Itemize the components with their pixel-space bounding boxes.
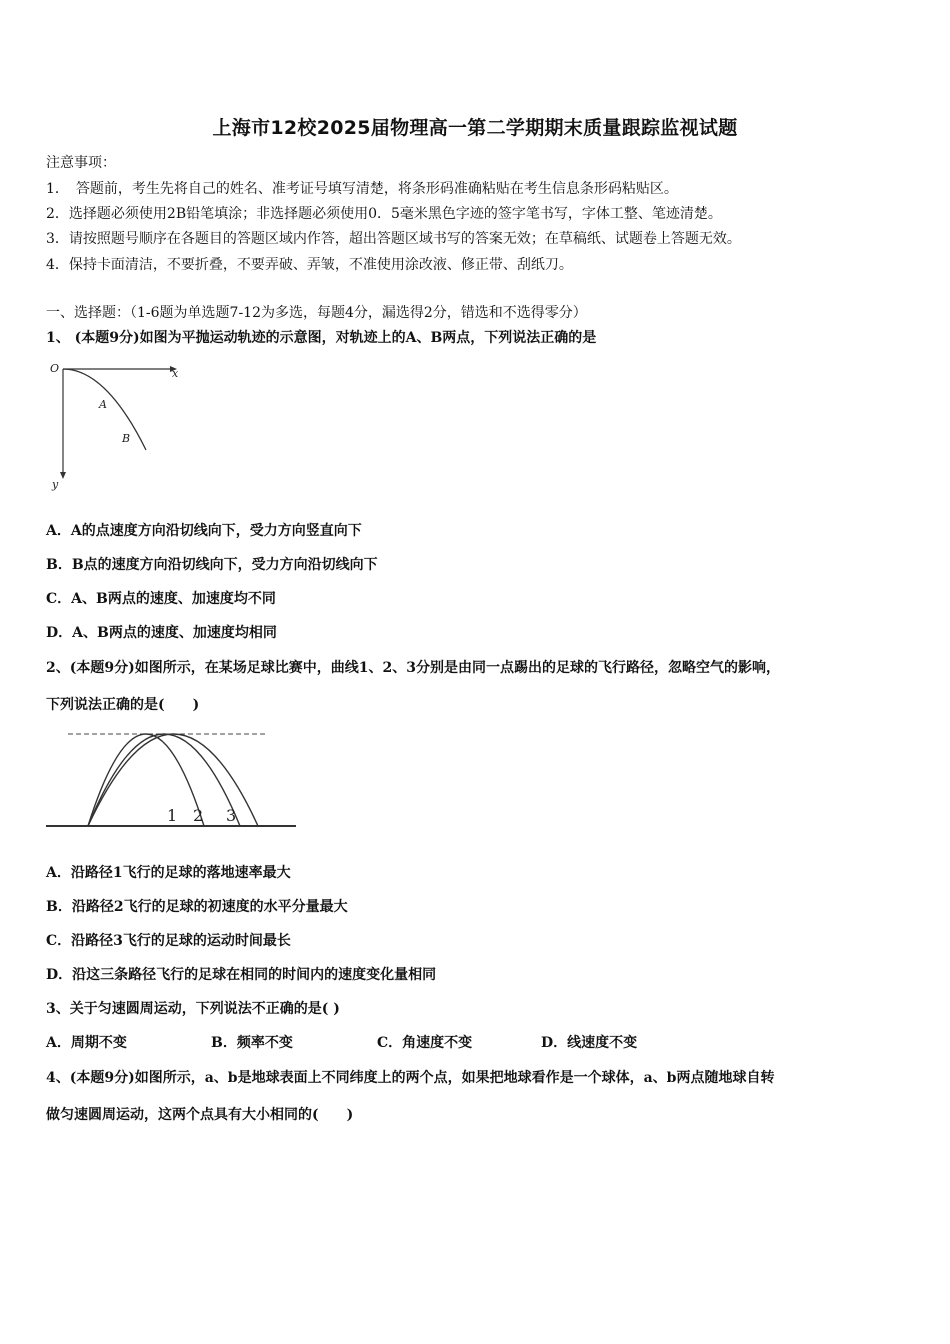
q2-stem-line2: 下列说法正确的是( ) — [46, 697, 200, 713]
origin-label: O — [50, 362, 60, 375]
q4-stem-line2: 做匀速圆周运动，这两个点具有大小相同的( ) — [46, 1107, 354, 1123]
q2-stem-line1: 2、(本题9分)如图所示，在某场足球比赛中，曲线1、2、3分别是由同一点踢出的足球的飞行路径，忽略空气的影响， — [46, 660, 780, 676]
q1-option-b[interactable]: B．B点的速度方向沿切线向下，受力方向沿切线向下 — [46, 557, 378, 573]
q2-option-d[interactable]: D．沿这三条路径飞行的足球在相同的时间内的速度变化量相同 — [46, 967, 437, 983]
notice-item-4: 4．保持卡面清洁，不要折叠，不要弄破、弄皱，不准使用涂改液、修正带、刮纸刀。 — [46, 257, 573, 273]
q1-option-c[interactable]: C．A、B两点的速度、加速度均不同 — [46, 591, 276, 607]
q1-figure — [46, 360, 196, 490]
q3-option-a[interactable]: A．周期不变 — [46, 1035, 127, 1051]
q4-stem-line1: 4、(本题9分)如图所示，a、b是地球表面上不同纬度上的两个点，如果把地球看作是一个球体，a、b两点随地球自转 — [46, 1070, 775, 1086]
point-a-label: A — [99, 398, 107, 411]
notice-item-2: 2．选择题必须使用2B铅笔填涂；非选择题必须使用0．5毫米黑色字迹的签字笔书写，字体工整、笔迹清楚。 — [46, 206, 722, 222]
q3-options-row — [46, 1032, 637, 1052]
path-2-curve — [88, 734, 240, 826]
q3-option-c[interactable]: C．角速度不变 — [377, 1035, 473, 1051]
q1-option-a[interactable]: A．A的点速度方向沿切线向下，受力方向竖直向下 — [46, 523, 362, 539]
path-1-curve — [88, 734, 204, 826]
section-heading: 一、选择题：（1-6题为单选题7-12为多选，每题4分，漏选得2分，错选和不选得零分） — [46, 305, 587, 321]
x-label: x — [172, 367, 179, 380]
y-axis-arrow-icon — [60, 472, 66, 479]
y-label: y — [52, 478, 59, 491]
notice-item-3: 3．请按照题号顺序在各题目的答题区域内作答，超出答题区域书写的答案无效；在草稿纸、试题卷上答题无效。 — [46, 231, 741, 247]
page-title: 上海市12校2025届物理高一第二学期期末质量跟踪监视试题 — [212, 117, 738, 139]
notice-item-1: 1． 答题前，考生先将自己的姓名、准考证号填写清楚，将条形码准确粘贴在考生信息条形码粘贴区。 — [46, 181, 678, 197]
q2-figure — [46, 724, 298, 834]
q2-option-b[interactable]: B．沿路径2飞行的足球的初速度的水平分量最大 — [46, 899, 348, 915]
q3-stem: 3、关于匀速圆周运动，下列说法不正确的是( ) — [46, 1001, 340, 1017]
notice-heading: 注意事项： — [46, 155, 116, 171]
q3-option-b[interactable]: B．频率不变 — [211, 1035, 293, 1051]
path-2-label: 2 — [193, 806, 204, 825]
point-b-label: B — [122, 432, 131, 445]
q3-option-d[interactable]: D．线速度不变 — [541, 1035, 638, 1051]
path-3-label: 3 — [226, 806, 237, 825]
q2-option-a[interactable]: A．沿路径1飞行的足球的落地速率最大 — [46, 865, 291, 881]
q2-option-c[interactable]: C．沿路径3飞行的足球的运动时间最长 — [46, 933, 291, 949]
q1-stem: 1、 (本题9分)如图为平抛运动轨迹的示意图，对轨迹上的A、B两点，下列说法正确的是 — [46, 330, 597, 346]
q1-option-d[interactable]: D．A、B两点的速度、加速度均相同 — [46, 625, 277, 641]
path-1-label: 1 — [167, 806, 178, 825]
